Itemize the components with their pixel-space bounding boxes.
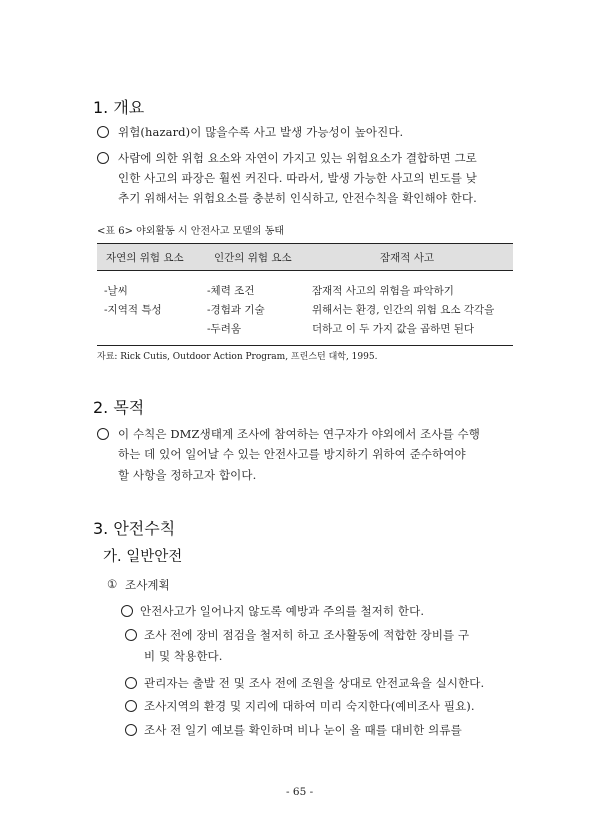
overview-bullet-2-line-1: 사람에 의한 위험 요소와 자연이 가지고 있는 위험요소가 결합하면 그로 [118, 151, 477, 165]
plan-bullet-3: 관리자는 출발 전 및 조사 전에 조원을 상대로 안전교육을 실시한다. [144, 676, 485, 690]
bullet-circle-icon [121, 605, 133, 617]
overview-bullet-2-line-2: 인한 사고의 파장은 훨씬 커진다. 따라서, 발생 가능한 사고의 빈도를 낮 [118, 171, 477, 185]
table-header-human: 인간의 위험 요소 [214, 252, 292, 264]
bullet-circle-icon [125, 677, 137, 689]
section-heading-purpose: 2. 목적 [93, 398, 145, 417]
table-cell: -지역적 특성 [104, 304, 162, 316]
table-header-potential: 잠재적 사고 [380, 252, 435, 264]
item-title-survey-plan: 조사계획 [125, 578, 170, 592]
overview-bullet-2-line-3: 추기 위해서는 위험요소를 충분히 인식하고, 안전수칙을 확인해야 한다. [118, 191, 477, 205]
table-header-nature: 자연의 위험 요소 [106, 252, 184, 264]
bullet-circle-icon [97, 428, 109, 440]
table-bottom-rule [97, 345, 513, 346]
section-heading-overview: 1. 개요 [93, 98, 145, 117]
bullet-circle-icon [125, 724, 137, 736]
table-caption: <표 6> 야외활동 시 안전사고 모델의 동태 [97, 226, 285, 237]
bullet-circle-icon [125, 629, 137, 641]
table-cell: -경험과 기술 [207, 304, 265, 316]
purpose-line-3: 할 사항을 정하고자 합이다. [118, 468, 257, 482]
table-cell: -체력 조건 [207, 285, 255, 297]
bullet-circle-icon [97, 126, 109, 138]
plan-bullet-5: 조사 전 일기 예보를 확인하며 비나 눈이 올 때를 대비한 의류를 [144, 723, 462, 737]
table-cell: -날씨 [104, 285, 128, 297]
item-number-marker: ① [107, 577, 118, 591]
table-cell: 잠재적 사고의 위험을 파악하기 [312, 285, 454, 297]
page-number: - 65 - [286, 786, 314, 798]
purpose-line-2: 하는 데 있어 일어날 수 있는 안전사고를 방지하기 위하여 준수하여야 [118, 447, 466, 461]
table-source: 자료: Rick Cutis, Outdoor Action Program, 프린스턴 대학, 1995. [97, 352, 378, 362]
subheading-general-safety: 가. 일반안전 [103, 549, 183, 565]
section-heading-safety-rules: 3. 안전수칙 [93, 519, 176, 538]
table-cell: -두려움 [207, 323, 241, 335]
plan-bullet-2-line-1: 조사 전에 장비 점검을 철저히 하고 조사활동에 적합한 장비를 구 [144, 628, 470, 642]
plan-bullet-2-line-2: 비 및 착용한다. [144, 649, 223, 663]
bullet-circle-icon [97, 152, 109, 164]
plan-bullet-1: 안전사고가 일어나지 않도록 예방과 주의를 철저히 한다. [140, 604, 425, 618]
table-cell: 위해서는 환경, 인간의 위험 요소 각각을 [312, 304, 495, 316]
bullet-circle-icon [125, 700, 137, 712]
purpose-line-1: 이 수칙은 DMZ생태계 조사에 참여하는 연구자가 야외에서 조사를 수행 [118, 427, 480, 441]
plan-bullet-4: 조사지역의 환경 및 지리에 대하여 미리 숙지한다(예비조사 필요). [144, 699, 475, 713]
table-cell: 더하고 이 두 가지 값을 곱하면 된다 [312, 323, 475, 335]
overview-bullet-1: 위험(hazard)이 많을수록 사고 발생 가능성이 높아진다. [118, 125, 404, 139]
